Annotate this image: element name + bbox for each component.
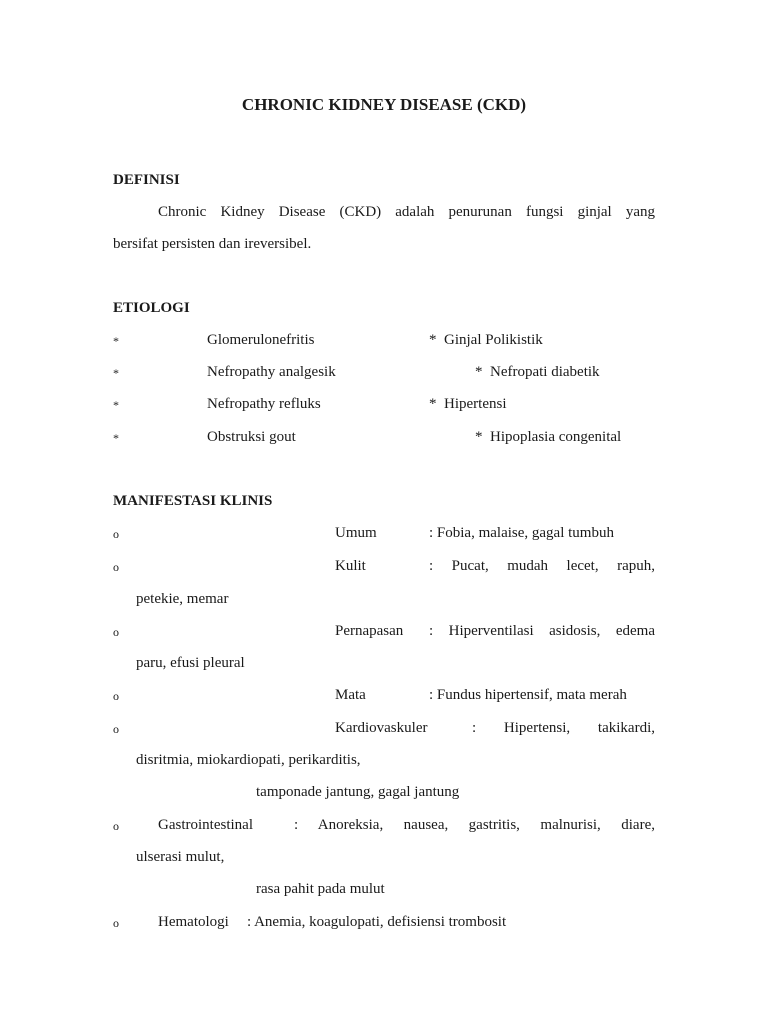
- etiologi-right-2: [475, 362, 600, 382]
- manifestasi-bullet: o: [113, 916, 119, 930]
- gastro-text: : Anoreksia, nausea, gastritis, malnurisi, diare,: [294, 817, 655, 833]
- etiologi-bullet: *: [475, 429, 483, 445]
- manifestasi-bullet: o: [113, 722, 119, 736]
- manifestasi-heading: MANIFESTASI KLINIS: [113, 493, 273, 509]
- manifestasi-bullet: o: [113, 625, 119, 639]
- mata-label: Mata: [335, 687, 366, 703]
- kulit-text: : Pucat, mudah lecet, rapuh,: [429, 558, 655, 574]
- etiologi-left-1: Glomerulonefritis: [207, 332, 315, 348]
- manifestasi-bullet: o: [113, 689, 119, 703]
- etiologi-bullet: *: [113, 366, 119, 380]
- kardio-cont: disritmia, miokardiopati, perikarditis,: [136, 752, 361, 768]
- manifestasi-bullet: o: [113, 527, 119, 541]
- umum-text: : Fobia, malaise, gagal tumbuh: [429, 525, 614, 541]
- page-title: CHRONIC KIDNEY DISEASE (CKD): [241, 95, 527, 114]
- manifestasi-bullet: o: [113, 819, 119, 833]
- etiologi-left-3: Nefropathy refluks: [207, 396, 321, 412]
- etiologi-bullet: *: [429, 396, 437, 412]
- kardio-text: : Hipertensi, takikardi,: [472, 720, 655, 736]
- etiologi-right-text: Hipertensi: [444, 396, 507, 412]
- etiologi-right-text: Hipoplasia congenital: [490, 429, 622, 445]
- hemato-text: : Anemia, koagulopati, defisiensi trombosit: [247, 914, 507, 930]
- definisi-heading: DEFINISI: [113, 172, 180, 188]
- etiologi-right-text: Ginjal Polikistik: [444, 332, 543, 348]
- hemato-label: Hematologi: [158, 914, 229, 930]
- etiologi-left-4: Obstruksi gout: [207, 429, 296, 445]
- etiologi-bullet: *: [113, 398, 119, 412]
- pernapasan-cont: paru, efusi pleural: [136, 655, 245, 671]
- etiologi-left-2: Nefropathy analgesik: [207, 364, 336, 380]
- pernapasan-text: : Hiperventilasi asidosis, edema: [429, 623, 655, 639]
- etiologi-right-1: [429, 330, 543, 350]
- gastro-label: Gastrointestinal: [158, 817, 253, 833]
- kardio-label: Kardiovaskuler: [335, 720, 428, 736]
- etiologi-bullet: *: [113, 431, 119, 445]
- etiologi-right-3: [429, 394, 506, 414]
- definisi-line-2: bersifat persisten dan ireversibel.: [113, 236, 312, 252]
- etiologi-heading: ETIOLOGI: [113, 300, 190, 316]
- mata-text: : Fundus hipertensif, mata merah: [429, 687, 627, 703]
- etiologi-bullet: *: [475, 364, 483, 380]
- kulit-cont: petekie, memar: [136, 591, 229, 607]
- definisi-line-1: Chronic Kidney Disease (CKD) adalah penurunan fungsi ginjal yang: [158, 204, 655, 220]
- etiologi-right-4: [475, 427, 621, 447]
- kulit-label: Kulit: [335, 558, 366, 574]
- gastro-cont: ulserasi mulut,: [136, 849, 225, 865]
- etiologi-bullet: *: [429, 332, 437, 348]
- manifestasi-bullet: o: [113, 560, 119, 574]
- gastro-cont-2: rasa pahit pada mulut: [256, 881, 385, 897]
- kardio-cont-2: tamponade jantung, gagal jantung: [256, 784, 460, 800]
- etiologi-bullet: *: [113, 334, 119, 348]
- umum-label: Umum: [335, 525, 377, 541]
- etiologi-right-text: Nefropati diabetik: [490, 364, 600, 380]
- pernapasan-label: Pernapasan: [335, 623, 404, 639]
